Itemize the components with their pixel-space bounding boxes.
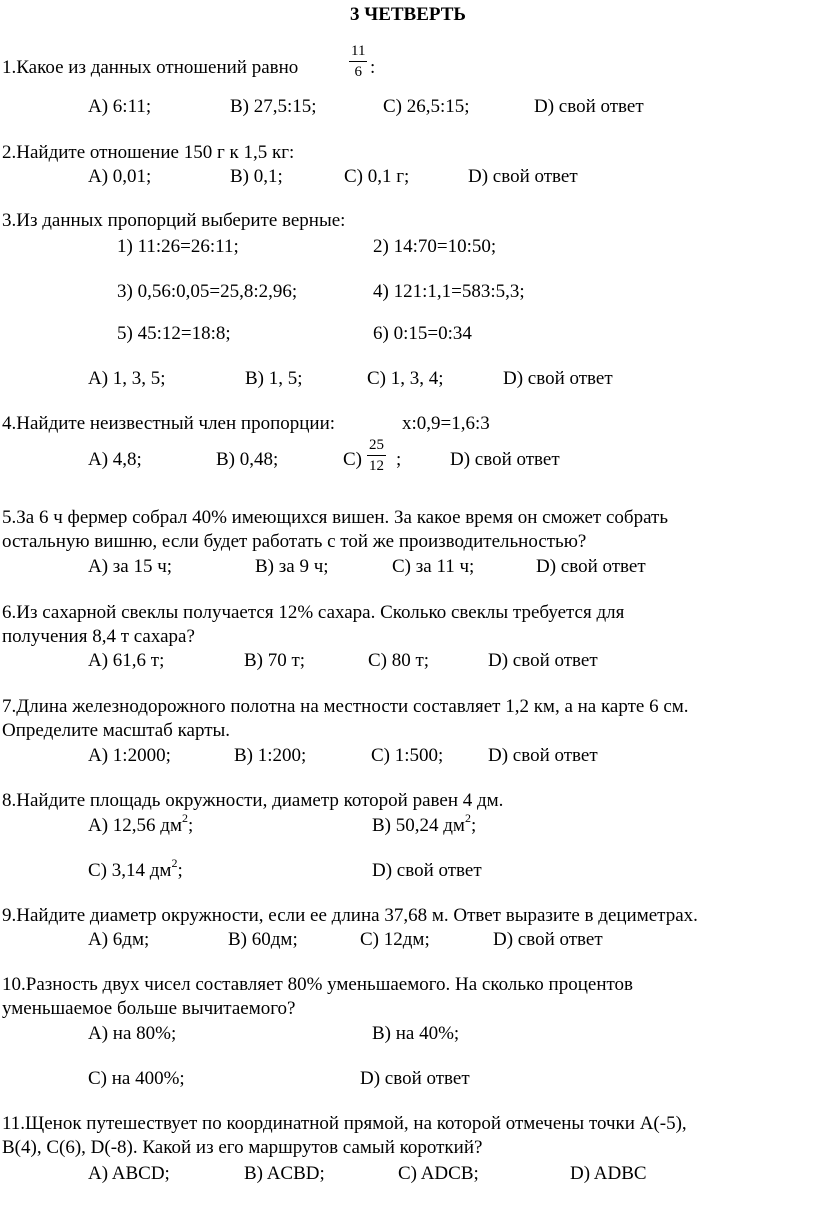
question-3-text: 3.Из данных пропорций выберите верные: bbox=[2, 210, 346, 231]
q7-option-a: A) 1:2000; bbox=[88, 745, 171, 766]
semicolon: ; bbox=[177, 860, 183, 881]
page-title: 3 ЧЕТВЕРТЬ bbox=[350, 4, 466, 25]
q1-option-a: A) 6:11; bbox=[88, 96, 152, 117]
q3-option-b: B) 1, 5; bbox=[245, 368, 303, 389]
q5-option-a: A) за 15 ч; bbox=[88, 556, 173, 577]
q11-option-c: C) ADCB; bbox=[398, 1163, 479, 1184]
q8-option-a-label: A) 12,56 дм bbox=[88, 815, 182, 836]
q9-option-d: D) свой ответ bbox=[493, 929, 603, 950]
question-1-fraction bbox=[349, 44, 367, 80]
q2-option-a: A) 0,01; bbox=[88, 166, 152, 187]
fraction-denominator: 6 bbox=[354, 64, 362, 80]
question-9-text: 9.Найдите диаметр окружности, если ее длина 37,68 м. Ответ выразите в дециметрах. bbox=[2, 905, 698, 926]
q7-option-d: D) свой ответ bbox=[488, 745, 598, 766]
q4-option-a: A) 4,8; bbox=[88, 449, 142, 470]
q9-option-a: A) 6дм; bbox=[88, 929, 150, 950]
q3-proportion-6: 6) 0:15=0:34 bbox=[373, 323, 472, 344]
q6-option-b: B) 70 т; bbox=[244, 650, 306, 671]
question-1-text: 1.Какое из данных отношений равно bbox=[2, 57, 299, 78]
semicolon: ; bbox=[188, 815, 194, 836]
question-2-text: 2.Найдите отношение 150 г к 1,5 кг: bbox=[2, 142, 295, 163]
q1-option-b: B) 27,5:15; bbox=[230, 96, 317, 117]
q6-option-a: A) 61,6 т; bbox=[88, 650, 165, 671]
q1-option-d: D) свой ответ bbox=[534, 96, 644, 117]
q2-option-d: D) свой ответ bbox=[468, 166, 578, 187]
question-5-line-1: 5.За 6 ч фермер собрал 40% имеющихся вишен. За какое время он сможет собрать bbox=[2, 507, 668, 528]
q9-option-c: C) 12дм; bbox=[360, 929, 430, 950]
q11-option-a: A) ABCD; bbox=[88, 1163, 170, 1184]
q11-option-b: B) ACBD; bbox=[244, 1163, 325, 1184]
q10-option-b: B) на 40%; bbox=[372, 1023, 460, 1044]
q7-option-c: C) 1:500; bbox=[371, 745, 444, 766]
q6-option-d: D) свой ответ bbox=[488, 650, 598, 671]
q3-option-a: A) 1, 3, 5; bbox=[88, 368, 166, 389]
q2-option-b: B) 0,1; bbox=[230, 166, 283, 187]
q3-proportion-1: 1) 11:26=26:11; bbox=[117, 236, 239, 257]
fraction-denominator: 12 bbox=[369, 458, 384, 474]
q3-option-c: C) 1, 3, 4; bbox=[367, 368, 444, 389]
q10-option-c: C) на 400%; bbox=[88, 1068, 185, 1089]
q10-option-a: A) на 80%; bbox=[88, 1023, 177, 1044]
superscript: 2 bbox=[182, 810, 188, 825]
question-11-line-1: 11.Щенок путешествует по координатной прямой, на которой отмечены точки A(-5), bbox=[2, 1113, 687, 1134]
q8-option-b bbox=[372, 810, 477, 837]
q5-option-b: B) за 9 ч; bbox=[255, 556, 329, 577]
question-10-line-2: уменьшаемое больше вычитаемого? bbox=[2, 998, 296, 1019]
q5-option-c: C) за 11 ч; bbox=[392, 556, 475, 577]
q4-option-c-suffix: ; bbox=[396, 449, 402, 470]
q1-option-c: C) 26,5:15; bbox=[383, 96, 470, 117]
q11-option-d: D) ADBC bbox=[570, 1163, 647, 1184]
question-1-suffix: : bbox=[370, 57, 376, 78]
question-6-line-1: 6.Из сахарной свеклы получается 12% сахара. Сколько свеклы требуется для bbox=[2, 602, 625, 623]
superscript: 2 bbox=[171, 855, 178, 870]
q8-option-c bbox=[88, 855, 183, 882]
superscript: 2 bbox=[464, 810, 471, 825]
q3-proportion-4: 4) 121:1,1=583:5,3; bbox=[373, 281, 525, 302]
q5-option-d: D) свой ответ bbox=[536, 556, 646, 577]
q3-proportion-2: 2) 14:70=10:50; bbox=[373, 236, 497, 257]
fraction-numerator: 25 bbox=[367, 438, 386, 456]
fraction-numerator: 11 bbox=[349, 44, 367, 62]
q2-option-c: C) 0,1 г; bbox=[344, 166, 410, 187]
q3-proportion-3: 3) 0,56:0,05=25,8:2,96; bbox=[117, 281, 298, 302]
question-10-line-1: 10.Разность двух чисел составляет 80% уменьшаемого. На сколько процентов bbox=[2, 974, 634, 995]
q10-option-d: D) свой ответ bbox=[360, 1068, 470, 1089]
q9-option-b: B) 60дм; bbox=[228, 929, 298, 950]
question-5-line-2: остальную вишню, если будет работать с той же производительностью? bbox=[2, 531, 587, 552]
semicolon: ; bbox=[470, 815, 477, 836]
question-8-text: 8.Найдите площадь окружности, диаметр которой равен 4 дм. bbox=[2, 790, 504, 811]
q6-option-c: C) 80 т; bbox=[368, 650, 430, 671]
q4-option-c: C) bbox=[343, 449, 362, 470]
q8-option-c-label: C) 3,14 дм bbox=[88, 860, 172, 881]
q4-option-c-fraction bbox=[367, 438, 386, 474]
question-7-line-1: 7.Длина железнодорожного полотна на местности составляет 1,2 км, а на карте 6 см. bbox=[2, 696, 689, 717]
q7-option-b: B) 1:200; bbox=[234, 745, 307, 766]
question-7-line-2: Определите масштаб карты. bbox=[2, 720, 231, 741]
question-4-text: 4.Найдите неизвестный член пропорции: bbox=[2, 413, 336, 434]
q3-proportion-5: 5) 45:12=18:8; bbox=[117, 323, 231, 344]
question-6-line-2: получения 8,4 т сахара? bbox=[2, 626, 195, 647]
q4-option-d: D) свой ответ bbox=[450, 449, 560, 470]
q3-option-d: D) свой ответ bbox=[503, 368, 613, 389]
q8-option-b-label: B) 50,24 дм bbox=[372, 815, 465, 836]
question-11-line-2: B(4), C(6), D(-8). Какой из его маршрутов самый короткий? bbox=[2, 1137, 483, 1158]
q8-option-d: D) свой ответ bbox=[372, 860, 482, 881]
q4-option-b: B) 0,48; bbox=[216, 449, 279, 470]
question-4-expression: x:0,9=1,6:3 bbox=[402, 413, 490, 434]
q8-option-a bbox=[88, 810, 194, 837]
